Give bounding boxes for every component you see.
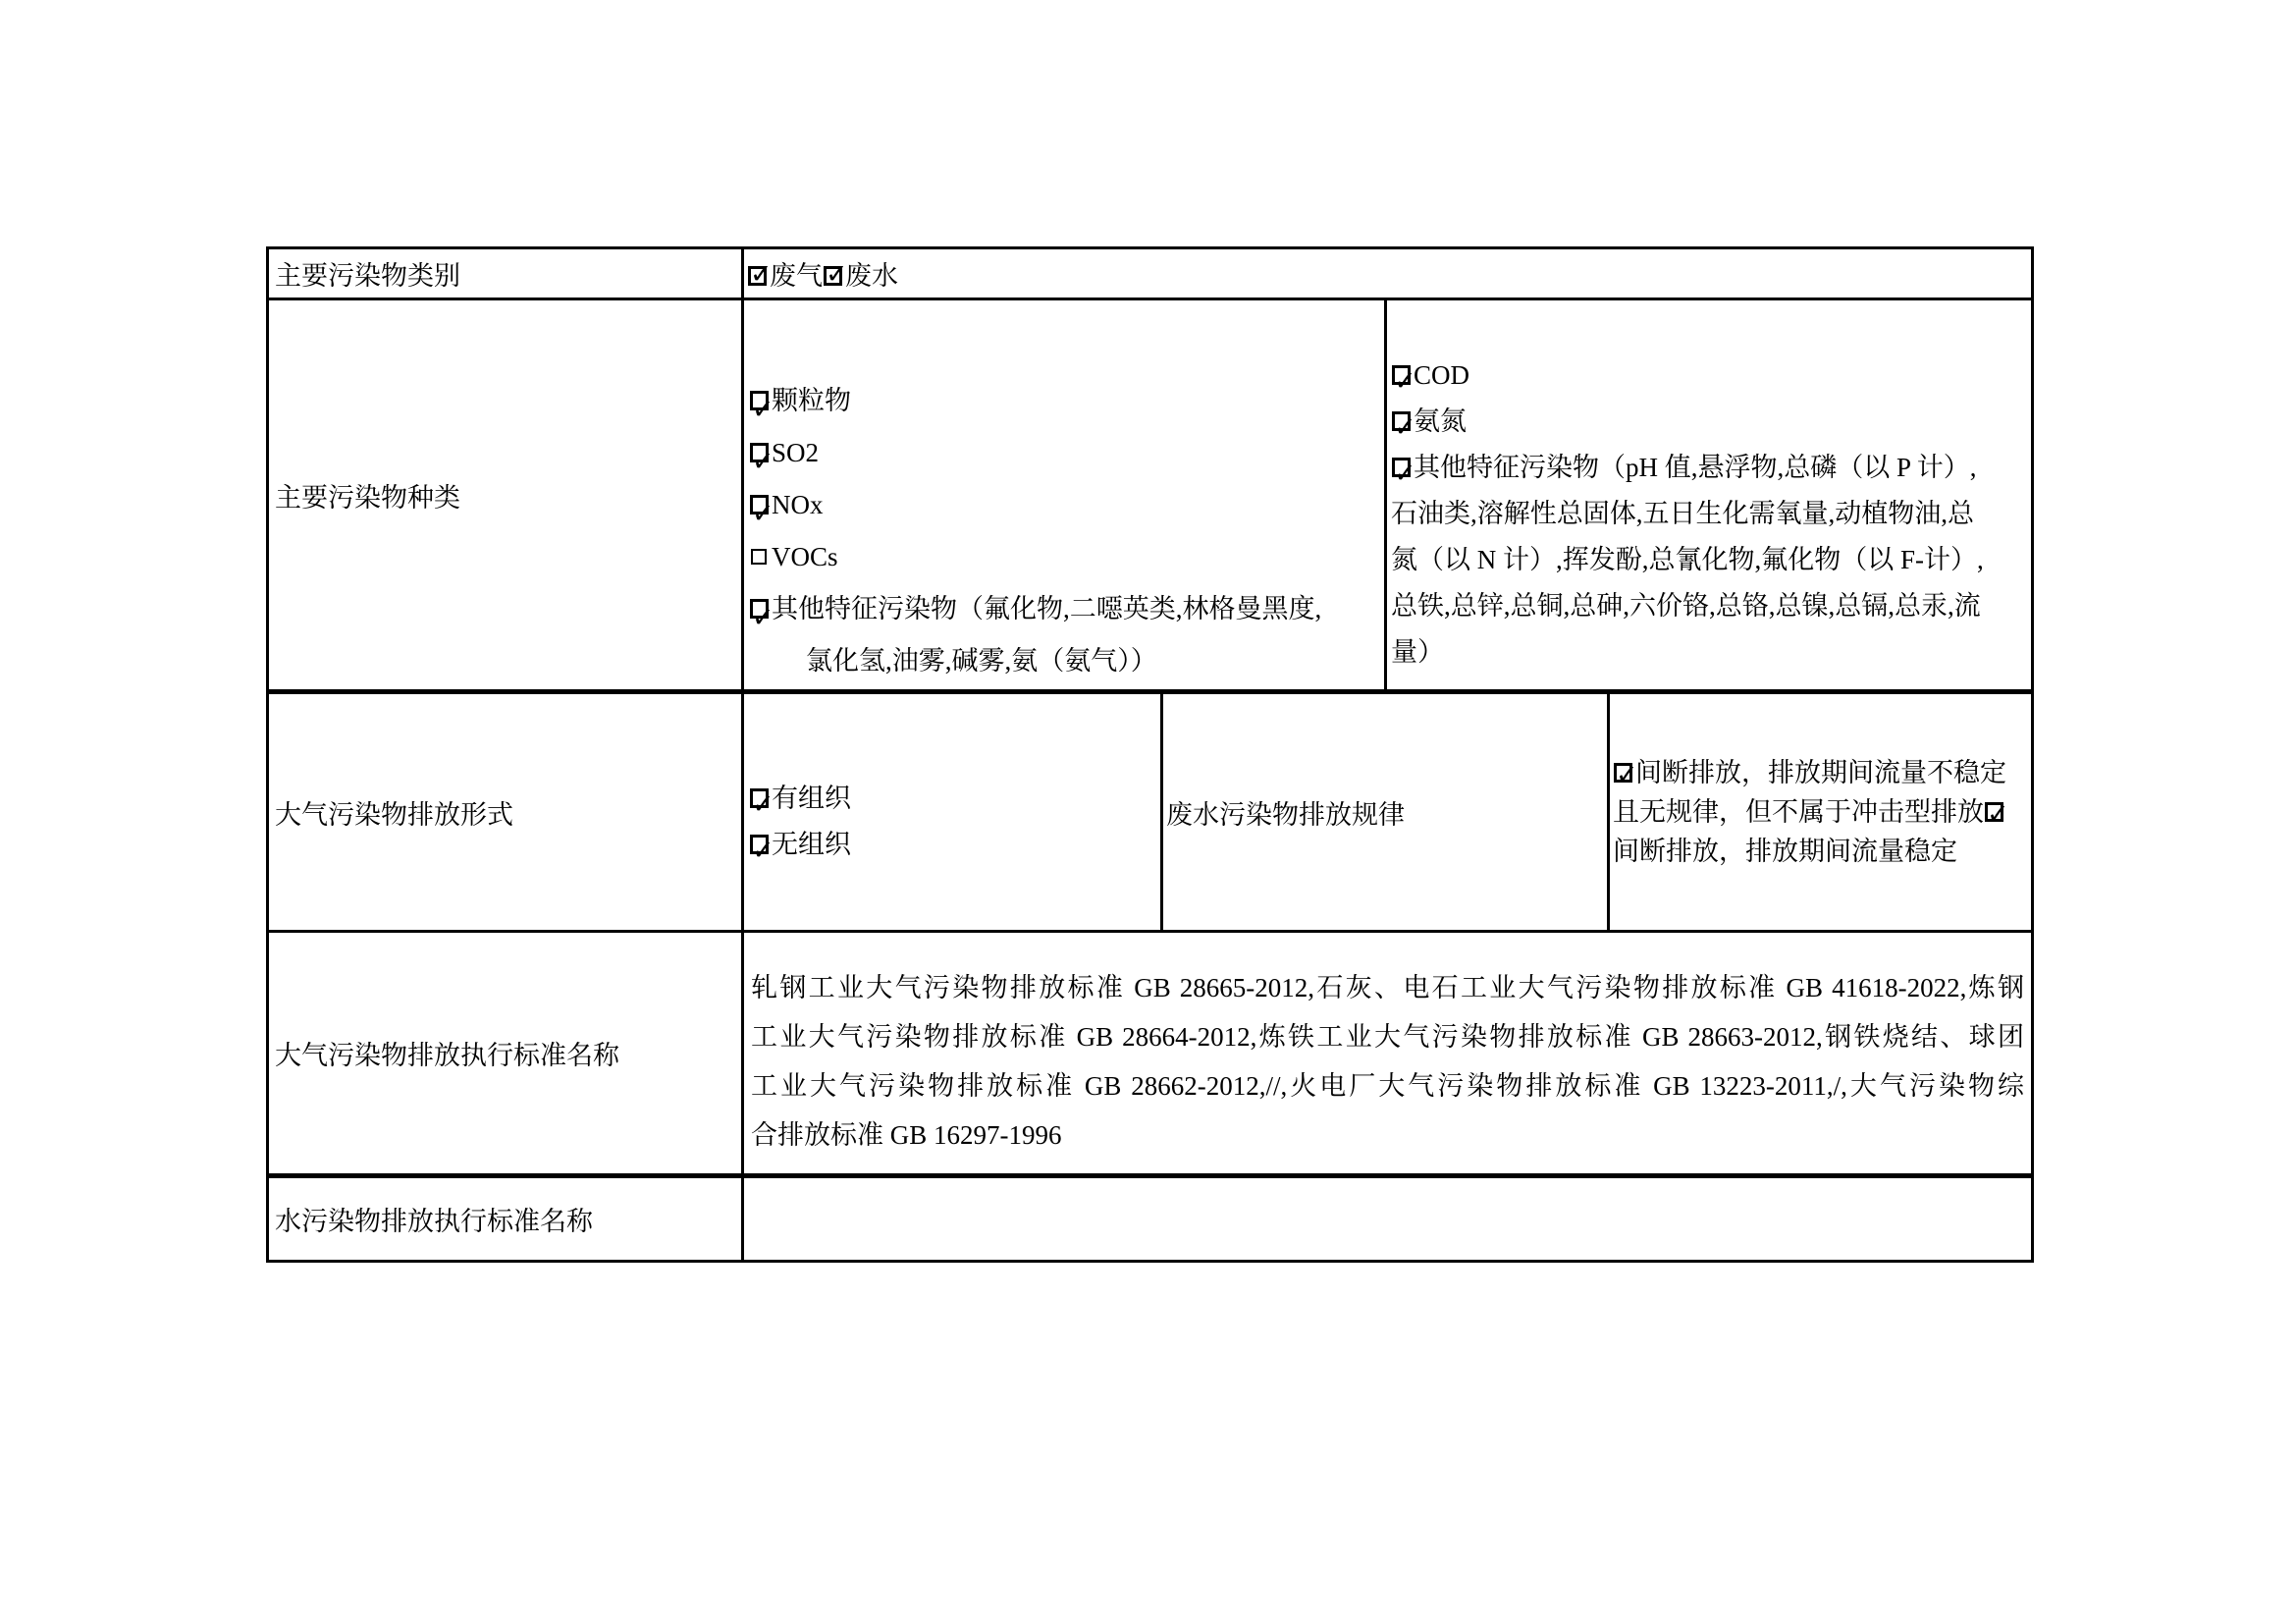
checkbox-checked-icon [750,495,769,514]
row-label-air-standards: 大气污染物排放执行标准名称 [268,932,743,1176]
standards-text-line: 轧钢工业大气污染物排放标准 GB 28665-2012,石灰、电石工业大气污染物排放标准 GB 41618-2022,炼钢 [751,972,2024,1002]
option-label-waste-water: 废水 [845,261,898,291]
pattern-line [1613,792,2029,832]
water-item-label: 氨氮 [1414,406,1467,436]
checkbox-checked-icon [750,443,769,462]
pollutant-types-row [268,299,2033,692]
pattern-line [1613,832,2029,871]
water-pollutants-cell [1386,299,2033,692]
row-label-water-standards: 水污染物排放执行标准名称 [268,1176,743,1262]
list-item [1391,445,2027,491]
checkbox-checked-icon [750,599,769,619]
pattern-text: 间断排放，排放期间流量不稳定 [1635,758,2006,787]
checkbox-checked-icon [1985,802,2003,822]
form-option-label: 无组织 [772,830,851,859]
checkbox-checked-icon [750,835,769,854]
list-item [749,531,1380,583]
air-standards-value-cell [743,932,2033,1176]
checkbox-checked-icon [750,391,769,410]
list-item [749,375,1380,427]
standards-text-line: 工业大气污染物排放标准 GB 28662-2012,//,火电厂大气污染物排放标准 GB 13223-2011,/,大气污染物综 [751,1070,2024,1101]
gas-item-label: 颗粒物 [772,386,851,415]
list-item [749,583,1380,635]
checkbox-checked-icon [1614,763,1632,783]
wastewater-rule-label-cell: 废水污染物排放规律 [1162,692,1609,932]
list-item [749,479,1380,531]
water-standards-value-cell [743,1176,2033,1262]
row-label-air-emission-form: 大气污染物排放形式 [268,692,743,932]
air-emission-form-cell [743,692,1162,932]
emission-form-row [268,692,2033,932]
checkbox-checked-icon [748,266,767,286]
water-item-label-continuation: 石油类,溶解性总固体,五日生化需氧量,动植物油,总 [1391,499,1974,528]
checkbox-checked-icon [824,266,842,286]
row-label-pollutant-category: 主要污染物类别 [268,248,743,299]
water-item-label: 其他特征污染物（pH 值,悬浮物,总磷（以 P 计）, [1414,453,1977,482]
gas-item-label: SO2 [772,438,820,467]
pollutant-category-value-cell [743,248,2033,299]
row-label-pollutant-types: 主要污染物种类 [268,299,743,692]
checkbox-checked-icon [1392,365,1411,385]
list-item [749,822,1160,868]
list-item [1391,399,2027,445]
checkbox-checked-icon [1392,458,1411,477]
gas-item-label: 其他特征污染物（氟化物,二噁英类,林格曼黑度, [772,594,1322,623]
checkbox-unchecked-icon [751,549,767,565]
option-label-waste-gas: 废气 [770,261,823,291]
pollutant-info-table [266,246,2034,1263]
gas-item-label-continuation: 氯化氢,油雾,碱雾,氨（氨气）） [806,646,1157,676]
water-item-label-continuation: 量） [1391,637,1444,667]
standards-text-line: 合排放标准 GB 16297-1996 [751,1119,1062,1150]
list-item [749,776,1160,822]
checkbox-checked-icon [1392,411,1411,431]
gas-item-label: VOCs [772,542,838,571]
air-standards-row [268,932,2033,1176]
water-item-label: COD [1414,360,1470,390]
standards-text-line: 工业大气污染物排放标准 GB 28664-2012,炼铁工业大气污染物排放标准 GB 28663-2012,钢铁烧结、球团 [751,1021,2024,1052]
gas-pollutants-cell [743,299,1386,692]
gas-item-label: NOx [772,490,824,519]
pollutant-category-row [268,248,2033,299]
pattern-line [1613,753,2029,792]
pattern-text: 且无规律，但不属于冲击型排放 [1613,797,1984,827]
water-item-label-continuation: 氮（以 N 计）,挥发酚,总氰化物,氟化物（以 F-计）, [1391,545,1984,574]
list-item [1391,352,2027,399]
wastewater-pattern-cell [1609,692,2033,932]
checkbox-checked-icon [750,788,769,808]
list-item [749,427,1380,479]
pattern-text: 间断排放，排放期间流量稳定 [1613,837,1957,866]
form-option-label: 有组织 [772,784,851,813]
water-standards-row [268,1176,2033,1262]
water-item-label-continuation: 总铁,总锌,总铜,总砷,六价铬,总铬,总镍,总镉,总汞,流 [1391,591,1981,621]
